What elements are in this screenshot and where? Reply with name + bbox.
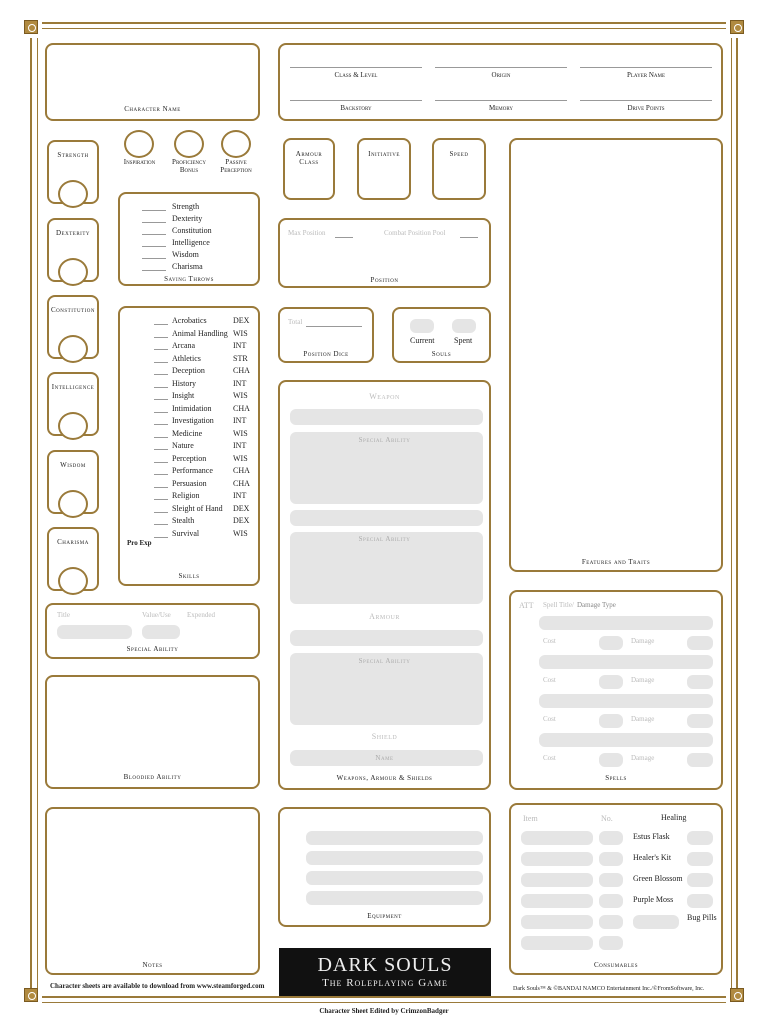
features-box[interactable]: Features and Traits [509, 138, 723, 572]
consumable-item-field[interactable] [521, 852, 593, 866]
skill-name: Arcana [172, 341, 196, 350]
skill-name: Deception [172, 366, 205, 375]
skill-ability: INT [233, 441, 247, 450]
armour-name-field[interactable] [290, 630, 483, 646]
corner-ornament-icon [24, 988, 38, 1002]
skill-name: Perception [172, 453, 207, 463]
dark-souls-logo: DARK SOULS The Roleplaying Game [279, 948, 491, 996]
ability-box-constitution[interactable]: Constitution [47, 295, 99, 359]
special-title-field[interactable] [57, 625, 132, 639]
skill-ability: CHA [233, 466, 250, 475]
saving-throw-label: Constitution [172, 226, 212, 235]
equipment-field[interactable] [306, 871, 483, 885]
spell-cost-label: Cost [543, 715, 556, 723]
ability-box-strength[interactable]: Strength [47, 140, 99, 204]
skill-ability: INT [233, 341, 247, 350]
souls-current-field[interactable] [410, 319, 434, 333]
skill-ability: WIS [233, 391, 248, 400]
drive-points-label: Drive Points [627, 104, 665, 112]
skill-ability: INT [233, 378, 247, 388]
skills-title: Skills [178, 572, 200, 580]
skill-name: Insight [172, 391, 195, 400]
skill-name: Sleight of Hand [172, 503, 223, 513]
ability-modifier-circle[interactable] [58, 335, 88, 363]
ability-box-dexterity[interactable]: Dexterity [47, 218, 99, 282]
saving-throw-label: Strength [172, 202, 200, 211]
edited-by: Character Sheet Edited by CrimzonBadger [319, 1007, 449, 1015]
spell-damage-label: Damage [631, 637, 655, 645]
ability-modifier-circle[interactable] [58, 490, 88, 518]
consumable-item-field[interactable] [521, 831, 593, 845]
header-info-box [278, 43, 723, 121]
consumables-box: Item No. Healing Estus Flask Healer's Kit Green Blossom Purple Moss Bug Pills Consumables [509, 803, 723, 975]
proficiency-circle[interactable] [174, 130, 204, 158]
spell-cost-label: Cost [543, 676, 556, 684]
consumable-item-field[interactable] [521, 936, 593, 950]
armour-class-box[interactable]: Armour Class [283, 138, 335, 200]
skill-name: Religion [172, 491, 200, 500]
special-value-field[interactable] [142, 625, 180, 639]
left-border [30, 38, 32, 988]
skill-ability: WIS [233, 328, 248, 338]
healing-qty-field[interactable] [633, 915, 679, 929]
inspiration-circle[interactable] [124, 130, 154, 158]
bottom-border [42, 996, 726, 998]
healing-qty-field[interactable] [687, 852, 713, 866]
equipment-field[interactable] [306, 851, 483, 865]
proficiency-label: Proficiency Bonus [172, 158, 206, 174]
skill-name: Survival [172, 528, 200, 538]
skill-ability: INT [233, 416, 247, 425]
saving-throw-label: Intelligence [172, 238, 210, 247]
initiative-box[interactable]: Initiative [357, 138, 411, 200]
saving-throw-label: Charisma [172, 262, 203, 271]
skill-ability: INT [233, 491, 247, 500]
special-ability-box: Title Value/Use Expended Special Ability [45, 603, 260, 659]
corner-ornament-icon [24, 20, 38, 34]
saving-throws-box [118, 192, 260, 286]
skill-ability: DEX [233, 316, 250, 325]
ability-modifier-circle[interactable] [58, 180, 88, 208]
weapon-name-field[interactable] [290, 409, 483, 425]
saving-throws-title: Saving Throws [164, 275, 214, 283]
skill-name: History [172, 378, 196, 388]
ability-box-charisma[interactable]: Charisma [47, 527, 99, 591]
skill-name: Medicine [172, 428, 203, 438]
position-dice-box: Total Position Dice [278, 307, 374, 363]
notes-box[interactable]: Notes [45, 807, 260, 975]
spell-damage-label: Damage [631, 754, 655, 762]
skill-name: Athletics [172, 353, 201, 363]
consumable-qty-field[interactable] [599, 852, 623, 866]
consumable-qty-field[interactable] [599, 831, 623, 845]
skill-name: Nature [172, 441, 194, 450]
consumable-item-field[interactable] [521, 873, 593, 887]
healing-item-label: Bug Pills [687, 913, 717, 922]
top-border [42, 22, 726, 24]
spell-cost-label: Cost [543, 637, 556, 645]
skill-name: Persuasion [172, 478, 207, 488]
spell-damage-label: Damage [631, 715, 655, 723]
spell-damage-field[interactable] [687, 636, 713, 650]
skill-ability: DEX [233, 516, 250, 525]
speed-box[interactable]: Speed [432, 138, 486, 200]
bottom-border-2 [42, 1002, 726, 1003]
character-name-box[interactable] [45, 43, 260, 121]
skill-ability: WIS [233, 453, 248, 463]
ability-box-wisdom[interactable]: Wisdom [47, 450, 99, 514]
ability-modifier-circle[interactable] [58, 258, 88, 286]
skill-ability: DEX [233, 503, 250, 513]
spell-damage-field[interactable] [687, 753, 713, 767]
position-box: Max Position Combat Position Pool Position [278, 218, 491, 288]
skill-ability: WIS [233, 428, 248, 438]
bloodied-ability-box[interactable]: Bloodied Ability [45, 675, 260, 789]
saving-throw-label: Wisdom [172, 250, 199, 259]
skill-name: Intimidation [172, 403, 212, 413]
origin-label: Origin [491, 71, 511, 79]
healing-item-label: Purple Moss [633, 895, 674, 904]
saving-throw-label: Dexterity [172, 214, 203, 223]
class-level-label: Class & Level [334, 71, 378, 79]
skill-name: Acrobatics [172, 316, 207, 325]
inspiration-label: Inspiration [123, 158, 156, 166]
spells-box: ATT Spell Title/ Damage Type Cost Damage Cost Damage Cost Damage Cost Damage Spells [509, 590, 723, 790]
healing-qty-field[interactable] [687, 894, 713, 908]
passive-perception-circle[interactable] [221, 130, 251, 158]
healing-item-label: Green Blossom [633, 874, 683, 883]
skill-name: Animal Handling [172, 328, 228, 338]
spell-title-field[interactable] [539, 733, 713, 747]
pro-exp-label: Pro Exp [127, 539, 152, 547]
souls-box: Current Spent Souls [392, 307, 491, 363]
weapon2-name-field[interactable] [290, 510, 483, 526]
skill-ability: STR [233, 353, 248, 363]
spell-cost-field[interactable] [599, 753, 623, 767]
top-border-2 [42, 28, 726, 29]
ability-box-intelligence[interactable]: Intelligence [47, 372, 99, 436]
equipment-field[interactable] [306, 891, 483, 905]
ability-modifier-circle[interactable] [58, 412, 88, 440]
right-border-2 [731, 38, 732, 988]
spell-cost-field[interactable] [599, 675, 623, 689]
consumable-qty-field[interactable] [599, 915, 623, 929]
spell-cost-field[interactable] [599, 636, 623, 650]
consumable-qty-field[interactable] [599, 936, 623, 950]
spell-damage-label: Damage [631, 676, 655, 684]
skills-box [118, 306, 260, 586]
corner-ornament-icon [730, 988, 744, 1002]
spell-title-field[interactable] [539, 655, 713, 669]
skill-ability: CHA [233, 478, 250, 488]
healing-item-label: Healer's Kit [633, 853, 672, 862]
equipment-field[interactable] [306, 831, 483, 845]
memory-label: Memory [488, 104, 513, 112]
consumable-qty-field[interactable] [599, 894, 623, 908]
healing-qty-field[interactable] [687, 873, 713, 887]
spell-cost-field[interactable] [599, 714, 623, 728]
spell-damage-field[interactable] [687, 675, 713, 689]
weapons-box: Weapon Special Ability Special Ability Armour Special Ability Shield Name Weapons, Armour & Shields [278, 380, 491, 790]
skill-ability: WIS [233, 528, 248, 538]
left-border-2 [37, 38, 38, 988]
healing-item-label: Estus Flask [633, 832, 670, 841]
spell-damage-field[interactable] [687, 714, 713, 728]
healing-qty-field[interactable] [687, 831, 713, 845]
spell-title-field[interactable] [539, 694, 713, 708]
spell-cost-label: Cost [543, 754, 556, 762]
player-name-label: Player Name [626, 71, 665, 79]
ability-modifier-circle[interactable] [58, 567, 88, 595]
backstory-label: Backstory [340, 104, 372, 112]
equipment-box: Equipment [278, 807, 491, 927]
skill-ability: CHA [233, 366, 250, 375]
copyright-note: Dark Souls™ & ©BANDAI NAMCO Entertainment Inc./©FromSoftware, Inc. [513, 986, 705, 992]
download-note: Character sheets are available to download from www.steamforged.com [50, 982, 265, 990]
consumable-qty-field[interactable] [599, 873, 623, 887]
corner-ornament-icon [730, 20, 744, 34]
skill-ability: CHA [233, 403, 250, 413]
character-name-label: Character Name [124, 105, 181, 113]
skill-name: Performance [172, 466, 213, 475]
souls-spent-field[interactable] [452, 319, 476, 333]
skill-name: Investigation [172, 416, 214, 425]
spell-title-field[interactable] [539, 616, 713, 630]
consumable-item-field[interactable] [521, 915, 593, 929]
skill-name: Stealth [172, 516, 195, 525]
consumable-item-field[interactable] [521, 894, 593, 908]
passive-perception-label: Passive Perception [220, 158, 252, 174]
right-border [736, 38, 738, 988]
